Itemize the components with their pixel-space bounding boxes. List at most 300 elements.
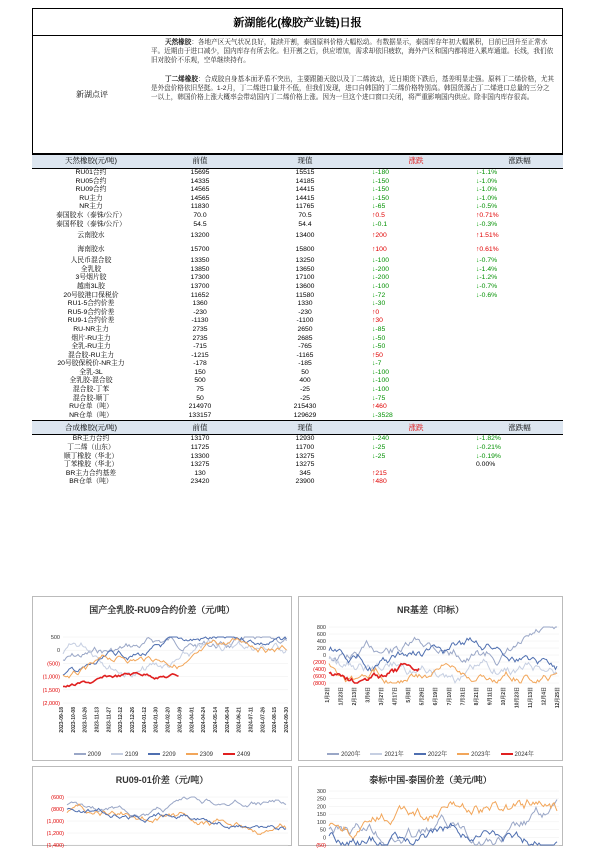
row-cur-text: 12930	[295, 435, 315, 443]
row-change	[360, 178, 460, 187]
row-name	[32, 178, 150, 187]
row-name	[32, 435, 150, 444]
row-pct	[460, 435, 563, 444]
row-change-text: -25	[375, 452, 386, 460]
report-title: 新湖能化(橡胶产业链)日报	[32, 8, 563, 36]
row-pct-text: -0.19%	[479, 452, 501, 460]
row-prev	[150, 395, 250, 404]
row-cur	[250, 186, 360, 195]
y-tick-label: (1,400)	[46, 843, 64, 849]
natural-rubber-comment	[151, 38, 556, 65]
row-prev	[150, 352, 250, 361]
row-cur-text: 400	[299, 377, 311, 385]
row-cur	[250, 292, 360, 301]
row-name	[32, 326, 150, 335]
row-name-text: 20号胶保税价-NR主力	[57, 360, 125, 368]
row-prev-text: 13300	[190, 452, 210, 460]
row-change-text: -150	[375, 194, 390, 202]
row-cur-text: 14415	[295, 186, 315, 194]
y-tick-label: (200)	[313, 660, 326, 666]
arrow-down-icon: ↓	[476, 169, 480, 176]
row-cur	[250, 326, 360, 335]
row-change	[360, 403, 460, 412]
row-prev-text: 70.0	[193, 211, 207, 219]
row-cur-text: 13600	[295, 282, 315, 290]
y-tick-label: 100	[316, 819, 326, 826]
row-change-text: -72	[375, 291, 386, 299]
x-tick-label: 2023-11-27	[106, 707, 113, 733]
legend-item	[457, 749, 490, 758]
row-change-text: -200	[375, 274, 390, 282]
row-change-text: -150	[375, 177, 390, 185]
row-change	[360, 203, 460, 212]
row-prev	[150, 212, 250, 221]
row-name-text: 云南胶水	[77, 231, 105, 239]
x-tick-label: 2024-09-30	[284, 707, 290, 733]
row-prev	[150, 221, 250, 230]
x-tick-label: 2023-12-26	[130, 707, 137, 733]
row-cur	[250, 169, 360, 178]
row-change-text: 50	[375, 351, 383, 359]
legend-item	[501, 749, 534, 758]
row-cur	[250, 343, 360, 352]
row-prev	[150, 169, 250, 178]
row-change-text: -25	[375, 444, 386, 452]
arrow-up-icon: ↑	[476, 245, 480, 253]
row-change	[360, 395, 460, 404]
row-prev-text: -230	[193, 308, 207, 316]
row-pct	[460, 369, 563, 378]
header-change: 涨跌	[360, 421, 460, 435]
row-prev	[150, 377, 250, 386]
table-row	[32, 186, 563, 195]
row-change	[360, 386, 460, 395]
row-pct	[460, 470, 563, 479]
table-row	[32, 257, 563, 266]
y-tick-label: (1,500)	[42, 687, 60, 694]
row-prev	[150, 335, 250, 344]
row-prev	[150, 229, 250, 243]
row-name-text: 20号胶港口保税价	[63, 291, 119, 299]
row-name-text: NR仓单（吨）	[69, 411, 113, 419]
table-row	[32, 395, 563, 404]
table-row	[32, 326, 563, 335]
legend-label: 2020年	[341, 752, 361, 758]
header-cur: 现值	[250, 421, 360, 435]
y-tick-label: (1,000)	[46, 819, 64, 825]
row-pct	[460, 478, 563, 487]
table-header-row	[32, 155, 563, 169]
row-change	[360, 343, 460, 352]
table-row	[32, 169, 563, 178]
arrow-down-icon: ↓	[372, 334, 376, 342]
legend-item	[327, 749, 360, 758]
row-pct	[460, 403, 563, 412]
row-prev	[150, 186, 250, 195]
x-tick-label: 10月2日	[500, 687, 507, 706]
legend-label: 2409	[237, 752, 251, 758]
table-row	[32, 317, 563, 326]
row-pct-text: -0.7%	[479, 282, 498, 290]
row-prev-text: 13200	[190, 231, 210, 239]
y-tick-label: (400)	[313, 667, 326, 673]
row-name	[32, 352, 150, 361]
y-tick-label: (500)	[47, 661, 60, 668]
row-pct	[460, 309, 563, 318]
row-change	[360, 461, 460, 470]
x-tick-label: 7月31日	[460, 687, 467, 706]
row-cur-text: 11580	[295, 291, 315, 299]
chart-title: RU09-01价差（元/吨）	[115, 775, 209, 785]
x-tick-label: 12月25日	[555, 687, 561, 709]
table-row	[32, 343, 563, 352]
x-tick-label: 10月23日	[514, 687, 521, 709]
table-row	[32, 229, 563, 243]
x-tick-label: 3月6日	[365, 687, 372, 703]
row-change	[360, 221, 460, 230]
x-tick-label: 2月13日	[352, 687, 359, 706]
row-name-text: 混合胶-丁苯	[72, 386, 110, 394]
row-cur	[250, 352, 360, 361]
row-prev-text: 14565	[190, 186, 210, 194]
arrow-down-icon: ↓	[476, 452, 480, 460]
legend-swatch	[414, 753, 426, 755]
row-prev	[150, 317, 250, 326]
row-cur-text: 11765	[295, 203, 315, 211]
y-tick-label: 200	[316, 646, 326, 652]
arrow-up-icon: ↑	[476, 211, 480, 219]
x-tick-label: 2024-06-21	[236, 707, 243, 733]
y-tick-label: (600)	[313, 674, 326, 680]
table-row	[32, 352, 563, 361]
arrow-down-icon: ↓	[476, 186, 480, 194]
row-change	[360, 326, 460, 335]
row-prev	[150, 178, 250, 187]
row-cur-text: 15515	[295, 169, 315, 176]
row-name	[32, 403, 150, 412]
row-pct	[460, 178, 563, 187]
arrow-down-icon: ↓	[372, 282, 376, 290]
natural-rubber-text: ：各地产区天气状况良好，陆续开割，泰国原料价格大幅松动。有数据显示，泰国库存年初大幅累积，目前已回升至正常水平。近期由于进口减少，国内库存有所去化。但开割之后，供应增加，需求却依旧疲软，海外产区和国内都将进入累库通道。长线，我们依旧对胶价不乐观，空单继续持有。	[151, 39, 554, 64]
y-tick-label: 150	[316, 812, 326, 819]
series-line	[329, 824, 557, 846]
row-name	[32, 257, 150, 266]
arrow-down-icon: ↓	[372, 265, 376, 273]
legend-swatch	[370, 753, 382, 755]
row-cur-text: 215430	[293, 403, 317, 411]
row-name	[32, 335, 150, 344]
table-row	[32, 386, 563, 395]
chart-title: 泰标中国-泰国价差（美元/吨）	[369, 775, 492, 785]
row-prev-text: 75	[196, 386, 204, 394]
arrow-down-icon: ↓	[372, 394, 376, 402]
row-cur	[250, 470, 360, 479]
row-name-text: 越南3L胶	[77, 282, 105, 290]
row-change-text: -100	[375, 257, 390, 265]
arrow-down-icon: ↓	[372, 203, 376, 211]
y-tick-label: 50	[319, 827, 326, 834]
row-prev	[150, 283, 250, 292]
row-pct-text: -0.7%	[479, 257, 498, 265]
row-cur	[250, 453, 360, 462]
row-prev	[150, 435, 250, 444]
arrow-down-icon: ↓	[372, 220, 376, 228]
legend-item	[223, 752, 250, 758]
table-row	[32, 292, 563, 301]
row-cur	[250, 478, 360, 487]
row-change	[360, 212, 460, 221]
row-change	[360, 309, 460, 318]
legend-item	[74, 752, 101, 758]
row-change-text: -200	[375, 265, 390, 273]
row-cur	[250, 283, 360, 292]
row-cur-text: -1165	[296, 351, 314, 359]
y-tick-label: (800)	[51, 807, 64, 813]
arrow-down-icon: ↓	[476, 291, 480, 299]
row-change-text: -240	[375, 435, 390, 443]
row-name-text: 丁二烯（山东）	[67, 444, 115, 452]
x-tick-label: 2024-07-26	[260, 707, 267, 733]
row-name	[32, 169, 150, 178]
legend-swatch	[111, 753, 123, 755]
row-change-text: -150	[375, 186, 390, 194]
row-change	[360, 257, 460, 266]
row-prev-text: 15695	[190, 169, 210, 176]
row-change-text: -100	[375, 368, 390, 376]
row-change-text: -3528	[375, 411, 393, 419]
y-tick-label: 400	[316, 639, 326, 645]
row-prev-text: 130	[194, 469, 206, 477]
row-name-text: 混合胶-RU主力	[67, 351, 115, 359]
chart-natural-latex-spread	[32, 596, 292, 761]
row-pct	[460, 257, 563, 266]
row-change	[360, 266, 460, 275]
row-name-text: RU9-1合约价差	[67, 317, 115, 325]
row-change-text: -50	[375, 343, 386, 351]
row-change	[360, 435, 460, 444]
row-pct	[460, 395, 563, 404]
row-prev-text: 13850	[190, 265, 210, 273]
table-row	[32, 195, 563, 204]
report-page	[32, 8, 563, 849]
row-cur-text: -230	[298, 308, 312, 316]
legend-item	[370, 749, 403, 758]
arrow-down-icon: ↓	[372, 386, 376, 394]
arrow-up-icon: ↑	[372, 478, 376, 486]
y-tick-label: (1,000)	[42, 674, 60, 681]
arrow-down-icon: ↓	[372, 377, 376, 385]
row-pct	[460, 229, 563, 243]
header-pct: 涨跌幅	[460, 421, 563, 435]
row-prev-text: 54.5	[193, 220, 207, 228]
butadiene-comment	[151, 75, 556, 102]
legend-label: 2024年	[514, 752, 534, 758]
y-tick-label: 250	[316, 796, 326, 803]
row-prev-text: 13350	[190, 257, 210, 265]
row-change-text: 0.5	[375, 211, 385, 219]
table-row	[32, 300, 563, 309]
row-pct	[460, 343, 563, 352]
row-name-text: RU5-9合约价差	[67, 308, 115, 316]
x-tick-label: 2024-01-12	[141, 707, 148, 733]
row-prev	[150, 292, 250, 301]
row-name	[32, 203, 150, 212]
row-change	[360, 274, 460, 283]
row-pct-text: -1.0%	[479, 177, 498, 185]
row-name	[32, 274, 150, 283]
header-prev: 前值	[150, 155, 250, 169]
arrow-up-icon: ↑	[372, 245, 376, 253]
row-cur	[250, 243, 360, 257]
table-row	[32, 221, 563, 230]
row-cur	[250, 386, 360, 395]
legend-item	[186, 752, 213, 758]
arrow-down-icon: ↓	[372, 360, 376, 368]
row-cur-text: 13275	[295, 452, 315, 460]
x-tick-label: 12月4日	[541, 687, 548, 706]
row-cur-text: 70.5	[298, 211, 312, 219]
row-cur-text: 11700	[295, 444, 315, 452]
legend-swatch	[74, 753, 86, 755]
legend-label: 2109	[124, 752, 139, 758]
row-pct	[460, 412, 563, 421]
arrow-up-icon: ↑	[372, 469, 376, 477]
row-name-text: 全乳-3L	[79, 368, 103, 376]
arrow-down-icon: ↓	[476, 177, 480, 185]
row-cur	[250, 377, 360, 386]
row-change-text: -100	[375, 386, 390, 394]
row-change-text: -50	[375, 334, 386, 342]
commentary-section	[32, 36, 563, 154]
row-cur-text: 13650	[295, 265, 315, 273]
row-name	[32, 212, 150, 221]
row-cur	[250, 195, 360, 204]
row-prev	[150, 266, 250, 275]
row-prev-text: 2735	[192, 325, 208, 333]
chart-nr-basis	[298, 596, 563, 761]
row-pct	[460, 335, 563, 344]
row-prev-text: 13275	[190, 461, 210, 469]
row-cur-text: 2650	[297, 325, 313, 333]
row-pct	[460, 317, 563, 326]
commentary-label: 新湖点评	[76, 90, 108, 99]
arrow-up-icon: ↑	[372, 351, 376, 359]
row-pct-text: 0.61%	[479, 245, 499, 253]
legend-label: 2209	[162, 752, 176, 758]
row-prev-text: 17300	[190, 274, 210, 282]
x-tick-label: 3月27日	[379, 687, 386, 706]
row-change-text: -180	[375, 169, 390, 176]
row-pct	[460, 221, 563, 230]
row-name	[32, 395, 150, 404]
row-prev	[150, 257, 250, 266]
x-tick-label: 1月2日	[325, 687, 331, 703]
row-cur-text: 13250	[295, 257, 315, 265]
row-cur	[250, 461, 360, 470]
row-cur-text: 14415	[295, 194, 315, 202]
row-cur	[250, 203, 360, 212]
table-row	[32, 412, 563, 421]
row-prev	[150, 309, 250, 318]
row-prev	[150, 195, 250, 204]
arrow-down-icon: ↓	[372, 169, 376, 176]
row-cur	[250, 369, 360, 378]
row-cur-text: 54.4	[298, 220, 312, 228]
row-prev-text: 23420	[190, 478, 210, 486]
row-prev	[150, 403, 250, 412]
arrow-down-icon: ↓	[372, 186, 376, 194]
row-change-text: 460	[375, 403, 387, 411]
row-pct-text: -1.82%	[479, 435, 501, 443]
arrow-down-icon: ↓	[372, 411, 376, 419]
arrow-down-icon: ↓	[372, 435, 376, 443]
row-pct	[460, 352, 563, 361]
row-cur	[250, 178, 360, 187]
row-pct	[460, 461, 563, 470]
row-name	[32, 292, 150, 301]
arrow-down-icon: ↓	[372, 194, 376, 202]
arrow-down-icon: ↓	[372, 274, 376, 282]
row-name-text: BR主力合约	[72, 435, 110, 443]
arrow-down-icon: ↓	[372, 257, 376, 265]
y-tick-label: 500	[50, 635, 60, 641]
row-prev-text: 150	[194, 368, 206, 376]
row-change-text: 200	[375, 231, 387, 239]
row-cur-text: 14185	[295, 177, 315, 185]
row-cur-text: 1330	[297, 300, 313, 308]
row-name	[32, 221, 150, 230]
row-prev	[150, 470, 250, 479]
legend-label: 2009	[87, 752, 101, 758]
row-cur-text: -185	[298, 360, 312, 368]
row-pct-text: -1.0%	[479, 194, 498, 202]
row-prev	[150, 300, 250, 309]
table-row	[32, 461, 563, 470]
arrow-up-icon: ↑	[372, 211, 376, 219]
y-tick-label: 0	[322, 835, 326, 842]
row-name	[32, 412, 150, 421]
arrow-down-icon: ↓	[476, 265, 480, 273]
butadiene-heading: 丁二烯橡胶	[165, 76, 198, 83]
row-cur-text: 2685	[297, 334, 313, 342]
arrow-down-icon: ↓	[476, 257, 480, 265]
synthetic-rubber-table	[32, 420, 563, 487]
row-name-text: 全乳胶-混合胶	[69, 377, 113, 385]
x-tick-label: 5月29日	[419, 687, 426, 706]
row-name-text: 人民币混合胶	[70, 257, 112, 265]
row-cur	[250, 360, 360, 369]
row-cur-text: 345	[299, 469, 311, 477]
row-pct	[460, 444, 563, 453]
row-prev-text: 50	[196, 394, 204, 402]
row-prev	[150, 453, 250, 462]
y-tick-label: (1,200)	[46, 831, 64, 837]
row-name-text: BR主力合约基差	[65, 469, 117, 477]
row-prev	[150, 360, 250, 369]
row-pct-text: -0.21%	[479, 444, 501, 452]
row-name	[32, 377, 150, 386]
row-change	[360, 169, 460, 178]
series-line	[329, 800, 557, 840]
arrow-up-icon: ↑	[372, 308, 376, 316]
legend-item	[414, 749, 447, 758]
y-tick-label: (600)	[51, 795, 64, 801]
row-name	[32, 386, 150, 395]
row-pct	[460, 360, 563, 369]
row-change-text: -30	[375, 300, 386, 308]
chart-legend	[33, 752, 291, 758]
table-row	[32, 243, 563, 257]
